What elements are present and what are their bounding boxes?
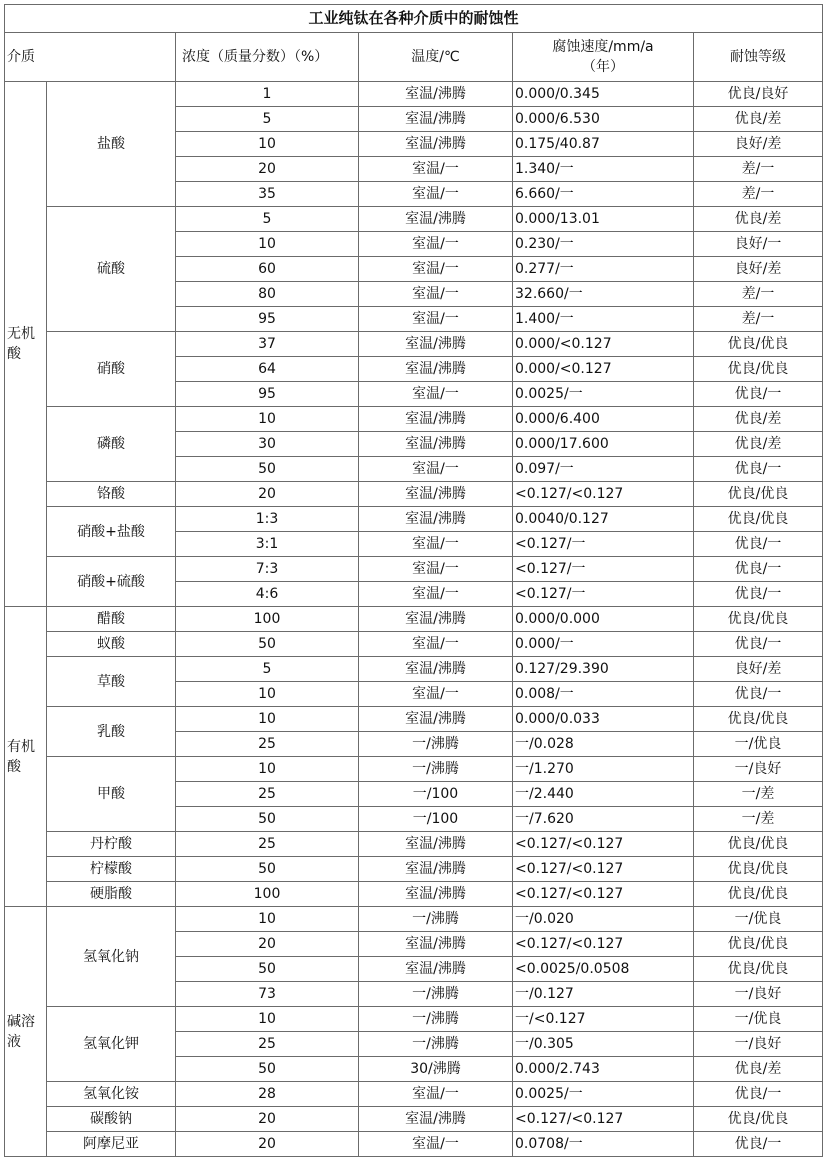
concentration-cell: 95: [176, 382, 359, 407]
corrosion-rate-cell: 一/0.305: [513, 1032, 694, 1057]
corrosion-rate-cell: <0.127/<0.127: [513, 857, 694, 882]
corrosion-rate-cell: 0.000/0.345: [513, 82, 694, 107]
temperature-cell: 室温/沸腾: [359, 507, 513, 532]
concentration-cell: 60: [176, 257, 359, 282]
temperature-cell: 一/沸腾: [359, 907, 513, 932]
temperature-cell: 室温/沸腾: [359, 1107, 513, 1132]
corrosion-rate-cell: 0.000/一: [513, 632, 694, 657]
grade-cell: 良好/差: [694, 657, 823, 682]
grade-cell: 优良/优良: [694, 482, 823, 507]
grade-cell: 一/差: [694, 782, 823, 807]
medium-name: 氢氧化铵: [47, 1082, 176, 1107]
concentration-cell: 5: [176, 107, 359, 132]
concentration-cell: 50: [176, 957, 359, 982]
corrosion-rate-cell: <0.127/一: [513, 557, 694, 582]
grade-cell: 优良/优良: [694, 857, 823, 882]
corrosion-rate-cell: <0.0025/0.0508: [513, 957, 694, 982]
temperature-cell: 室温/沸腾: [359, 607, 513, 632]
grade-cell: 一/差: [694, 807, 823, 832]
grade-cell: 优良/优良: [694, 332, 823, 357]
medium-name: 氢氧化钾: [47, 1007, 176, 1082]
grade-cell: 优良/差: [694, 407, 823, 432]
medium-name: 硝酸+盐酸: [47, 507, 176, 557]
corrosion-rate-cell: 0.0025/一: [513, 382, 694, 407]
corrosion-rate-cell: 32.660/一: [513, 282, 694, 307]
corrosion-rate-cell: 1.400/一: [513, 307, 694, 332]
grade-cell: 优良/优良: [694, 357, 823, 382]
temperature-cell: 室温/一: [359, 632, 513, 657]
medium-name: 柠檬酸: [47, 857, 176, 882]
concentration-cell: 5: [176, 657, 359, 682]
corrosion-rate-cell: <0.127/<0.127: [513, 832, 694, 857]
temperature-cell: 室温/一: [359, 382, 513, 407]
grade-cell: 差/一: [694, 282, 823, 307]
temperature-cell: 室温/沸腾: [359, 707, 513, 732]
concentration-cell: 100: [176, 607, 359, 632]
group-label: 无机酸: [5, 82, 47, 607]
concentration-cell: 35: [176, 182, 359, 207]
temperature-cell: 一/100: [359, 782, 513, 807]
table-row: [5, 1132, 823, 1157]
grade-cell: 优良/优良: [694, 882, 823, 907]
corrosion-rate-cell: 0.000/13.01: [513, 207, 694, 232]
concentration-cell: 4:6: [176, 582, 359, 607]
header-concentration: 浓度（质量分数）（%）: [176, 33, 359, 82]
medium-name: 甲酸: [47, 757, 176, 832]
table-body: [5, 82, 823, 1157]
corrosion-rate-cell: 0.277/一: [513, 257, 694, 282]
header-grade: 耐蚀等级: [694, 33, 823, 82]
temperature-cell: 一/沸腾: [359, 1007, 513, 1032]
temperature-cell: 室温/沸腾: [359, 357, 513, 382]
grade-cell: 优良/优良: [694, 507, 823, 532]
temperature-cell: 室温/沸腾: [359, 657, 513, 682]
concentration-cell: 30: [176, 432, 359, 457]
corrosion-rate-cell: 0.000/<0.127: [513, 332, 694, 357]
table-row: [5, 82, 823, 107]
grade-cell: 优良/一: [694, 632, 823, 657]
header-corrosion-rate: [513, 33, 694, 82]
concentration-cell: 10: [176, 757, 359, 782]
corrosion-rate-cell: 0.097/一: [513, 457, 694, 482]
temperature-cell: 一/沸腾: [359, 982, 513, 1007]
temperature-cell: 室温/沸腾: [359, 82, 513, 107]
temperature-cell: 室温/一: [359, 557, 513, 582]
corrosion-rate-cell: 0.0708/一: [513, 1132, 694, 1157]
corrosion-rate-cell: <0.127/一: [513, 582, 694, 607]
grade-cell: 差/一: [694, 307, 823, 332]
grade-cell: 一/优良: [694, 907, 823, 932]
grade-cell: 优良/优良: [694, 832, 823, 857]
temperature-cell: 室温/沸腾: [359, 957, 513, 982]
temperature-cell: 一/沸腾: [359, 1032, 513, 1057]
concentration-cell: 28: [176, 1082, 359, 1107]
concentration-cell: 10: [176, 132, 359, 157]
corrosion-rate-cell: <0.127/<0.127: [513, 932, 694, 957]
temperature-cell: 室温/一: [359, 232, 513, 257]
corrosion-rate-cell: 一/1.270: [513, 757, 694, 782]
header-rate-line1: 腐蚀速度/mm/a: [552, 39, 654, 55]
corrosion-rate-cell: 0.000/<0.127: [513, 357, 694, 382]
temperature-cell: 室温/沸腾: [359, 132, 513, 157]
medium-name: 碳酸钠: [47, 1107, 176, 1132]
temperature-cell: 室温/一: [359, 532, 513, 557]
concentration-cell: 25: [176, 782, 359, 807]
table-row: [5, 507, 823, 532]
temperature-cell: 室温/一: [359, 457, 513, 482]
temperature-cell: 室温/沸腾: [359, 882, 513, 907]
grade-cell: 差/一: [694, 157, 823, 182]
temperature-cell: 室温/沸腾: [359, 932, 513, 957]
group-label: 碱溶液: [5, 907, 47, 1157]
temperature-cell: 室温/一: [359, 1132, 513, 1157]
corrosion-rate-cell: 0.127/29.390: [513, 657, 694, 682]
grade-cell: 优良/一: [694, 382, 823, 407]
header-medium: 介质: [5, 33, 176, 82]
grade-cell: 一/良好: [694, 757, 823, 782]
grade-cell: 优良/良好: [694, 82, 823, 107]
grade-cell: 优良/差: [694, 432, 823, 457]
grade-cell: 良好/差: [694, 257, 823, 282]
corrosion-rate-cell: 0.0025/一: [513, 1082, 694, 1107]
grade-cell: 优良/一: [694, 682, 823, 707]
grade-cell: 优良/优良: [694, 607, 823, 632]
medium-name: 硝酸: [47, 332, 176, 407]
table-row: [5, 907, 823, 932]
temperature-cell: 室温/沸腾: [359, 107, 513, 132]
concentration-cell: 50: [176, 632, 359, 657]
temperature-cell: 一/沸腾: [359, 732, 513, 757]
corrosion-rate-cell: 一/0.028: [513, 732, 694, 757]
concentration-cell: 7:3: [176, 557, 359, 582]
concentration-cell: 73: [176, 982, 359, 1007]
temperature-cell: 室温/一: [359, 1082, 513, 1107]
medium-name: 硝酸+硫酸: [47, 557, 176, 607]
grade-cell: 优良/优良: [694, 1107, 823, 1132]
grade-cell: 优良/优良: [694, 932, 823, 957]
concentration-cell: 95: [176, 307, 359, 332]
concentration-cell: 25: [176, 832, 359, 857]
concentration-cell: 100: [176, 882, 359, 907]
concentration-cell: 10: [176, 407, 359, 432]
header-rate-line2: （年）: [582, 59, 624, 75]
temperature-cell: 30/沸腾: [359, 1057, 513, 1082]
grade-cell: 良好/一: [694, 232, 823, 257]
concentration-cell: 1:3: [176, 507, 359, 532]
temperature-cell: 室温/沸腾: [359, 332, 513, 357]
title-row: [5, 5, 823, 33]
concentration-cell: 10: [176, 707, 359, 732]
header-row: [5, 33, 823, 82]
corrosion-rate-cell: 0.230/一: [513, 232, 694, 257]
medium-name: 盐酸: [47, 82, 176, 207]
table-row: [5, 482, 823, 507]
concentration-cell: 37: [176, 332, 359, 357]
grade-cell: 优良/一: [694, 557, 823, 582]
table-row: [5, 607, 823, 632]
grade-cell: 一/良好: [694, 1032, 823, 1057]
grade-cell: 优良/一: [694, 1132, 823, 1157]
temperature-cell: 一/100: [359, 807, 513, 832]
temperature-cell: 一/沸腾: [359, 757, 513, 782]
temperature-cell: 室温/沸腾: [359, 482, 513, 507]
header-temperature: 温度/℃: [359, 33, 513, 82]
table-row: [5, 707, 823, 732]
corrosion-rate-cell: 一/2.440: [513, 782, 694, 807]
grade-cell: 优良/优良: [694, 707, 823, 732]
temperature-cell: 室温/沸腾: [359, 407, 513, 432]
table-row: [5, 857, 823, 882]
corrosion-rate-cell: <0.127/<0.127: [513, 482, 694, 507]
corrosion-rate-cell: <0.127/<0.127: [513, 882, 694, 907]
concentration-cell: 80: [176, 282, 359, 307]
concentration-cell: 5: [176, 207, 359, 232]
table-row: [5, 832, 823, 857]
grade-cell: 一/优良: [694, 732, 823, 757]
medium-name: 铬酸: [47, 482, 176, 507]
medium-name: 草酸: [47, 657, 176, 707]
concentration-cell: 25: [176, 732, 359, 757]
grade-cell: 良好/差: [694, 132, 823, 157]
document-page: [4, 4, 823, 1157]
corrosion-rate-cell: 一/0.127: [513, 982, 694, 1007]
table-row: [5, 407, 823, 432]
table-row: [5, 632, 823, 657]
corrosion-rate-cell: 0.000/0.033: [513, 707, 694, 732]
grade-cell: 一/良好: [694, 982, 823, 1007]
concentration-cell: 1: [176, 82, 359, 107]
corrosion-rate-cell: 6.660/一: [513, 182, 694, 207]
table-row: [5, 332, 823, 357]
corrosion-rate-cell: 1.340/一: [513, 157, 694, 182]
temperature-cell: 室温/一: [359, 157, 513, 182]
temperature-cell: 室温/沸腾: [359, 207, 513, 232]
corrosion-rate-cell: 一/0.020: [513, 907, 694, 932]
temperature-cell: 室温/沸腾: [359, 432, 513, 457]
concentration-cell: 10: [176, 1007, 359, 1032]
temperature-cell: 室温/一: [359, 307, 513, 332]
table-row: [5, 207, 823, 232]
temperature-cell: 室温/沸腾: [359, 857, 513, 882]
table-title: 工业纯钛在各种介质中的耐蚀性: [5, 5, 823, 33]
corrosion-rate-cell: 0.000/17.600: [513, 432, 694, 457]
corrosion-rate-cell: 0.0040/0.127: [513, 507, 694, 532]
concentration-cell: 25: [176, 1032, 359, 1057]
corrosion-rate-cell: 一/<0.127: [513, 1007, 694, 1032]
concentration-cell: 10: [176, 682, 359, 707]
grade-cell: 优良/优良: [694, 957, 823, 982]
grade-cell: 优良/差: [694, 1057, 823, 1082]
corrosion-rate-cell: 0.000/6.400: [513, 407, 694, 432]
grade-cell: 优良/一: [694, 1082, 823, 1107]
temperature-cell: 室温/一: [359, 282, 513, 307]
concentration-cell: 20: [176, 1132, 359, 1157]
corrosion-rate-cell: 0.000/0.000: [513, 607, 694, 632]
table-row: [5, 1082, 823, 1107]
corrosion-rate-cell: <0.127/一: [513, 532, 694, 557]
table-row: [5, 1007, 823, 1032]
concentration-cell: 10: [176, 232, 359, 257]
corrosion-rate-cell: 0.008/一: [513, 682, 694, 707]
corrosion-rate-cell: 一/7.620: [513, 807, 694, 832]
medium-name: 硫酸: [47, 207, 176, 332]
table-row: [5, 882, 823, 907]
concentration-cell: 20: [176, 1107, 359, 1132]
table-row: [5, 657, 823, 682]
medium-name: 氢氧化钠: [47, 907, 176, 1007]
concentration-cell: 50: [176, 807, 359, 832]
temperature-cell: 室温/一: [359, 682, 513, 707]
table-row: [5, 1107, 823, 1132]
medium-name: 醋酸: [47, 607, 176, 632]
temperature-cell: 室温/沸腾: [359, 832, 513, 857]
grade-cell: 优良/差: [694, 107, 823, 132]
concentration-cell: 20: [176, 932, 359, 957]
temperature-cell: 室温/一: [359, 257, 513, 282]
concentration-cell: 64: [176, 357, 359, 382]
medium-name: 硬脂酸: [47, 882, 176, 907]
temperature-cell: 室温/一: [359, 182, 513, 207]
grade-cell: 优良/一: [694, 582, 823, 607]
concentration-cell: 20: [176, 482, 359, 507]
grade-cell: 一/优良: [694, 1007, 823, 1032]
table-row: [5, 557, 823, 582]
concentration-cell: 50: [176, 857, 359, 882]
grade-cell: 优良/差: [694, 207, 823, 232]
group-label: 有机酸: [5, 607, 47, 907]
grade-cell: 优良/一: [694, 457, 823, 482]
temperature-cell: 室温/一: [359, 582, 513, 607]
concentration-cell: 50: [176, 457, 359, 482]
table-row: [5, 757, 823, 782]
corrosion-table: [4, 4, 823, 1157]
concentration-cell: 50: [176, 1057, 359, 1082]
grade-cell: 差/一: [694, 182, 823, 207]
medium-name: 丹柠酸: [47, 832, 176, 857]
medium-name: 阿摩尼亚: [47, 1132, 176, 1157]
corrosion-rate-cell: 0.000/2.743: [513, 1057, 694, 1082]
medium-name: 磷酸: [47, 407, 176, 482]
corrosion-rate-cell: <0.127/<0.127: [513, 1107, 694, 1132]
medium-name: 乳酸: [47, 707, 176, 757]
corrosion-rate-cell: 0.000/6.530: [513, 107, 694, 132]
medium-name: 蚁酸: [47, 632, 176, 657]
concentration-cell: 20: [176, 157, 359, 182]
grade-cell: 优良/一: [694, 532, 823, 557]
concentration-cell: 3:1: [176, 532, 359, 557]
concentration-cell: 10: [176, 907, 359, 932]
corrosion-rate-cell: 0.175/40.87: [513, 132, 694, 157]
